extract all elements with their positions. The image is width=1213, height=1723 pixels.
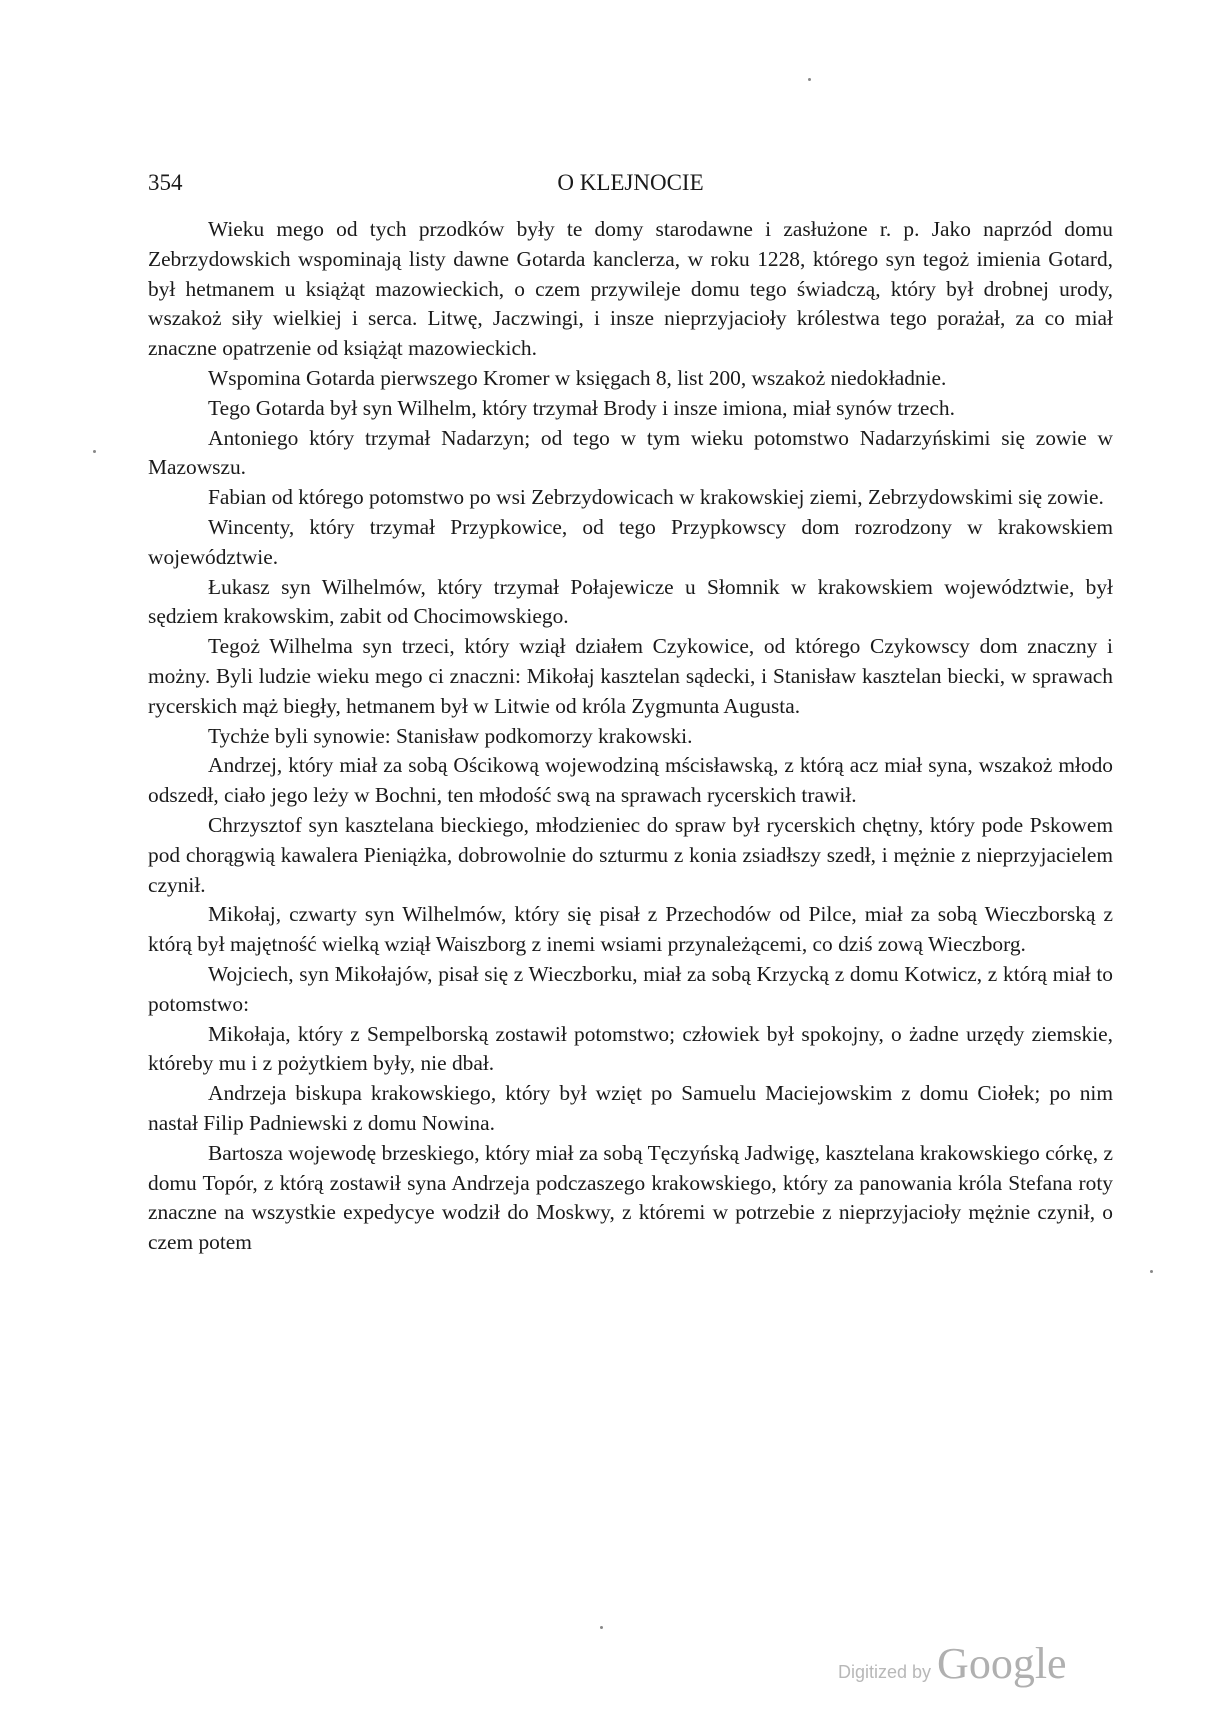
scan-speck [600,1626,603,1629]
page-header [148,170,1113,206]
digitized-by-watermark [838,1638,1067,1689]
scan-speck [93,450,96,453]
paragraph: Chrzysztof syn kasztelana bieckiego, młodzieniec do spraw był rycerskich chętny, który pode Pskowem pod chorągwią kawalera Pieniążka, dobrowolnie do szturmu z konia zsiadłszy szedł, i mężnie z nieprzyjacielem czynił. [148,812,1113,897]
paragraph: Wspomina Gotarda pierwszego Kromer w księgach 8, list 200, wszakoż niedokładnie. [208,365,947,390]
paragraph: Bartosza wojewodę brzeskiego, który miał za sobą Tęczyńską Jadwigę, kasztelana krakowskiego córkę, z domu Topór, z którą zostawił syna Andrzeja podczaszego krakowskiego, który za panowania króla Stefana roty znaczne na wszystkie expedycye wodził do Moskwy, z któremi w potrzebie z nieprzyjacioły mężnie czynił, o czem potem [148,1140,1113,1255]
paragraph: Wincenty, który trzymał Przypkowice, od tego Przypkowscy dom rozrodzony w krakowskiem województwie. [148,514,1113,569]
scan-speck [808,78,811,81]
paragraph: Mikołaj, czwarty syn Wilhelmów, który się pisał z Przechodów od Pilce, miał za sobą Wieczborską z którą był majętność wielką wziął Waiszborg z inemi wsiami przynależącemi, co dziś zową Wieczborg. [148,902,1113,957]
paragraph: Wieku mego od tych przodków były te domy starodawne i zasłużone r. p. Jako naprzód domu Zebrzydowskich wspominają listy dawne Gotarda kanclerza, w roku 1228, którego syn tegoż imienia Gotard, był hetmanem u książąt mazowieckich, o czem przywileje domu tego świadczą, który był drobnej urody, wszakoż siły wielkiej i serca. Litwę, Jaczwingi, i insze nieprzyjacioły królestwa tego porażał, za co miał znaczne opatrzenie od książąt mazowieckich. [148,217,1113,361]
paragraph: Wojciech, syn Mikołajów, pisał się z Wieczborku, miał za sobą Krzycką z domu Kotwicz, z którą miał to potomstwo: [148,961,1113,1016]
paragraph: Andrzeja biskupa krakowskiego, który był wzięt po Samuelu Maciejowskim z domu Ciołek; po nim nastał Filip Padniewski z domu Nowina. [148,1081,1113,1135]
digitized-by-label: Digitized by [838,1662,932,1682]
paragraph: Fabian od którego potomstwo po wsi Zebrzydowicach w krakowskiej ziemi, Zebrzydowskimi się zowie. [208,485,1104,510]
paragraph: Łukasz syn Wilhelmów, który trzymał Połajewicze u Słomnik w krakowskiem województwie, był sędziem krakowskim, zabit od Chocimowskiego. [148,574,1113,629]
paragraph: Tego Gotarda był syn Wilhelm, który trzymał Brody i insze imiona, miał synów trzech. [208,395,955,420]
paragraph: Antoniego który trzymał Nadarzyn; od tego w tym wieku potomstwo Nadarzyńskimi się zowie w Mazowszu. [148,425,1113,480]
paragraph: Tegoż Wilhelma syn trzeci, który wziął działem Czykowice, od którego Czykowscy dom znaczny i możny. Byli ludzie wieku mego ci znaczni: Mikołaj kasztelan sądecki, i Stanisław kasztelan biecki, w sprawach rycerskich mąż biegły, hetmanem był w Litwie od króla Zygmunta Augusta. [148,634,1113,718]
page-number: 354 [148,170,183,195]
paragraph: Mikołaja, który z Sempelborską zostawił potomstwo; człowiek był spokojny, o żadne urzędy ziemskie, któreby mu i z pożytkiem były, nie dbał. [148,1021,1113,1076]
google-logo: Google [937,1639,1067,1688]
body-text [148,215,1113,1258]
paragraph: Tychże byli synowie: Stanisław podkomorzy krakowski. [208,723,693,748]
scan-speck [1150,1270,1153,1273]
paragraph: Andrzej, który miał za sobą Ościkową wojewodziną mścisławską, z którą acz miał syna, wszakoż młodo odszedł, ciało jego leży w Bochni, ten młodość swą na sprawach rycerskich trawił. [148,753,1113,808]
running-title: O KLEJNOCIE [557,170,704,195]
